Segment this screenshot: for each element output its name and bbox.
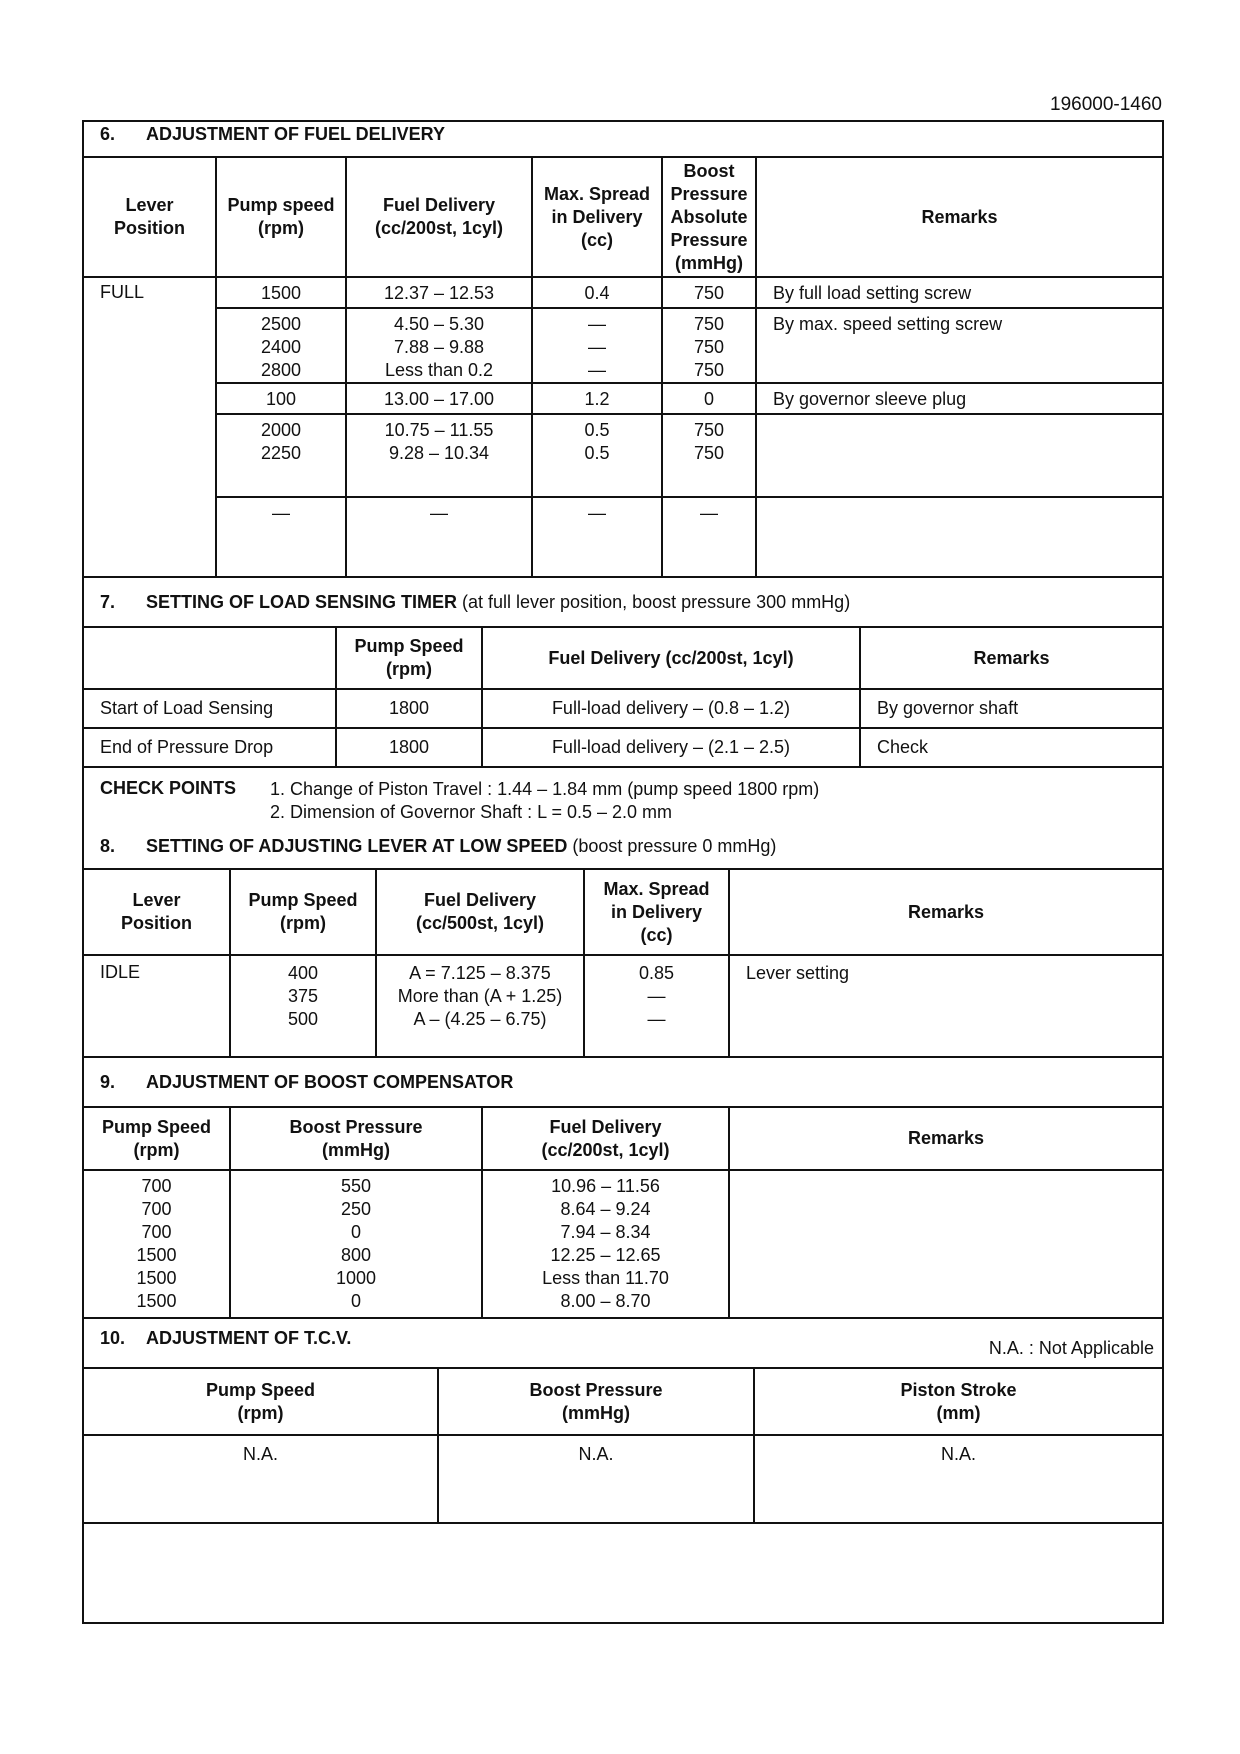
table-row	[84, 1523, 1162, 1559]
table-row	[84, 728, 1162, 767]
col-lever-position: Lever Position	[84, 157, 216, 277]
table-row	[84, 497, 1162, 577]
cell-spread: 0.5 0.5	[532, 414, 662, 497]
cell-remarks	[756, 414, 1162, 497]
not-applicable-note: N.A. : Not Applicable	[988, 1337, 1154, 1358]
section-title: ADJUSTMENT OF BOOST COMPENSATOR	[146, 1071, 514, 1092]
cell-remarks: Lever setting	[729, 955, 1162, 1057]
col-item	[84, 627, 336, 689]
table-row	[84, 277, 1162, 308]
section-subtitle: (at full lever position, boost pressure 300 mmHg)	[457, 591, 851, 612]
cell-delivery: —	[346, 497, 532, 577]
cell-delivery: 10.75 – 11.55 9.28 – 10.34	[346, 414, 532, 497]
cell-delivery: 4.50 – 5.30 7.88 – 9.88 Less than 0.2	[346, 308, 532, 383]
section-6	[84, 122, 1162, 578]
check-points	[84, 768, 1162, 828]
col-max-spread: Max. Spread in Delivery (cc)	[584, 869, 729, 955]
col-lever-position: Lever Position	[84, 869, 230, 955]
cell-speed: 1800	[336, 689, 482, 728]
cell-delivery: 12.37 – 12.53	[346, 277, 532, 308]
cell-delivery: Full-load delivery – (2.1 – 2.5)	[482, 728, 860, 767]
col-pump-speed: Pump Speed (rpm)	[336, 627, 482, 689]
section-10-column-headers	[84, 1368, 1162, 1435]
lever-position-idle: IDLE	[84, 955, 230, 1057]
cell-speed: 100	[216, 383, 346, 414]
section-9-header	[84, 1058, 1162, 1107]
section-6-header	[84, 122, 1162, 157]
section-number: 6.	[100, 124, 116, 144]
cell-remarks: By full load setting screw	[756, 277, 1162, 308]
col-max-spread: Max. Spread in Delivery (cc)	[532, 157, 662, 277]
cell-spread: 0.85 — —	[584, 955, 729, 1057]
col-remarks: Remarks	[729, 869, 1162, 955]
cell-boost: N.A.	[438, 1435, 754, 1523]
cell-stroke: N.A.	[754, 1435, 1162, 1523]
check-points-label: CHECK POINTS	[100, 778, 237, 798]
section-7-header	[84, 578, 1162, 627]
cell-remarks: By max. speed setting screw	[756, 308, 1162, 383]
cell-delivery: A = 7.125 – 8.375 More than (A + 1.25) A – (4.25 – 6.75)	[376, 955, 584, 1057]
table-row	[84, 383, 1162, 414]
section-number: 8.	[100, 836, 116, 856]
cell-remarks: By governor shaft	[860, 689, 1162, 728]
section-number: 10.	[100, 1327, 126, 1348]
document-number: 196000-1460	[1050, 94, 1162, 115]
table-row	[84, 1170, 1162, 1318]
lever-position-full: FULL	[84, 277, 216, 577]
cell-remarks: By governor sleeve plug	[756, 383, 1162, 414]
table-row	[84, 414, 1162, 497]
check-point-2: 2. Dimension of Governor Shaft : L = 0.5 – 2.0 mm	[270, 802, 673, 822]
cell-delivery: Full-load delivery – (0.8 – 1.2)	[482, 689, 860, 728]
cell-boost: —	[662, 497, 756, 577]
cell-spread: 0.4	[532, 277, 662, 308]
check-point-1: 1. Change of Piston Travel : 1.44 – 1.84 mm (pump speed 1800 rpm)	[270, 779, 820, 799]
cell-remarks	[729, 1170, 1162, 1318]
cell-speed: N.A.	[84, 1435, 438, 1523]
section-7	[84, 578, 1162, 768]
col-pump-speed: Pump Speed (rpm)	[84, 1107, 230, 1170]
cell-spread: 1.2	[532, 383, 662, 414]
cell-boost: 0	[662, 383, 756, 414]
section-7-column-headers	[84, 627, 1162, 689]
cell-speed: 1800	[336, 728, 482, 767]
cell-item: Start of Load Sensing	[84, 689, 336, 728]
cell-remarks: Check	[860, 728, 1162, 767]
cell-speed: —	[216, 497, 346, 577]
section-number: 9.	[100, 1071, 116, 1092]
cell-spread: — — —	[532, 308, 662, 383]
section-title: ADJUSTMENT OF T.C.V.	[146, 1327, 352, 1348]
section-8	[84, 868, 1162, 1058]
section-9	[84, 1058, 1162, 1319]
table-row	[84, 955, 1162, 1057]
cell-boost: 550 250 0 800 1000 0	[230, 1170, 482, 1318]
col-fuel-delivery: Fuel Delivery (cc/200st, 1cyl)	[346, 157, 532, 277]
section-subtitle: (boost pressure 0 mmHg)	[567, 836, 777, 856]
cell-speed: 2500 2400 2800	[216, 308, 346, 383]
col-boost-pressure: Boost Pressure (mmHg)	[230, 1107, 482, 1170]
col-remarks: Remarks	[756, 157, 1162, 277]
cell-boost: 750 750	[662, 414, 756, 497]
table-row	[84, 308, 1162, 383]
cell-boost: 750 750 750	[662, 308, 756, 383]
col-fuel-delivery: Fuel Delivery (cc/200st, 1cyl)	[482, 627, 860, 689]
table-row	[84, 1435, 1162, 1523]
col-pump-speed: Pump speed (rpm)	[216, 157, 346, 277]
cell-item: End of Pressure Drop	[84, 728, 336, 767]
col-fuel-delivery: Fuel Delivery (cc/500st, 1cyl)	[376, 869, 584, 955]
section-10	[84, 1319, 1162, 1559]
cell-delivery: 10.96 – 11.56 8.64 – 9.24 7.94 – 8.34 12.25 – 12.65 Less than 11.70 8.00 – 8.70	[482, 1170, 729, 1318]
cell-speed: 400 375 500	[230, 955, 376, 1057]
cell-spread: —	[532, 497, 662, 577]
cell-speed: 1500	[216, 277, 346, 308]
table-row	[84, 689, 1162, 728]
col-pump-speed: Pump Speed (rpm)	[84, 1368, 438, 1435]
cell-speed: 2000 2250	[216, 414, 346, 497]
cell-delivery: 13.00 – 17.00	[346, 383, 532, 414]
section-8-column-headers	[84, 869, 1162, 955]
section-9-column-headers	[84, 1107, 1162, 1170]
cell-remarks	[756, 497, 1162, 577]
col-pump-speed: Pump Speed (rpm)	[230, 869, 376, 955]
section-title: SETTING OF ADJUSTING LEVER AT LOW SPEED	[146, 836, 568, 856]
cell-speed: 700 700 700 1500 1500 1500	[84, 1170, 230, 1318]
col-remarks: Remarks	[860, 627, 1162, 689]
section-title: ADJUSTMENT OF FUEL DELIVERY	[146, 124, 446, 144]
section-10-header	[84, 1319, 1162, 1368]
col-remarks: Remarks	[729, 1107, 1162, 1170]
section-title: SETTING OF LOAD SENSING TIMER	[146, 591, 458, 612]
section-number: 7.	[100, 591, 116, 612]
col-fuel-delivery: Fuel Delivery (cc/200st, 1cyl)	[482, 1107, 729, 1170]
blank-row	[84, 1523, 1162, 1559]
cell-boost: 750	[662, 277, 756, 308]
section-8-header	[84, 828, 1162, 868]
col-boost-pressure: Boost Pressure (mmHg)	[438, 1368, 754, 1435]
col-boost-pressure: Boost Pressure Absolute Pressure (mmHg)	[662, 157, 756, 277]
col-piston-stroke: Piston Stroke (mm)	[754, 1368, 1162, 1435]
specification-sheet	[82, 120, 1164, 1624]
section-6-column-headers	[84, 157, 1162, 277]
